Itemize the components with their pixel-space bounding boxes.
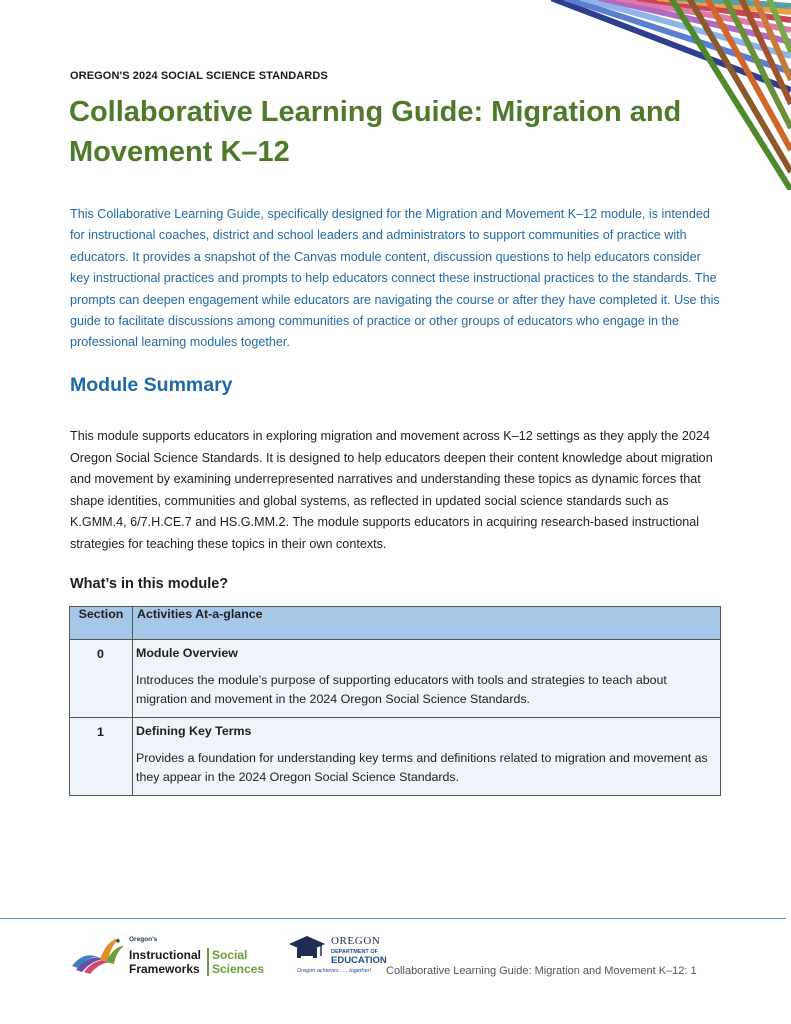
intro-paragraph: This Collaborative Learning Guide, specifically designed for the Migration and Movement K–12 module, is intended for instructional coaches, district and school leaders and administrators to support communities of practice with educators. It provides a snapshot of the Canvas module content, discussion questions to help educators consider key instructional practices and prompts to help educators connect these instructional practices to the standards. The prompts can deepen engagement while educators are navigating the course or after they have completed it. Use this guide to facilitate discussions among communities of practice or other groups of educators who engage in the professional learning modules together. — [70, 207, 720, 350]
column-header-activities: Activities At-a-glance — [133, 607, 721, 640]
module-summary-text: This module supports educators in exploring migration and movement across K–12 settings as they apply the 2024 Oregon Social Science Standards. It is designed to help educators deepen their content knowledge about migration and movement by examining underrepresented narratives and understanding these topics as dynamic forces that shape identities, communities and global systems, as reflected in updated social science standards such as K.GMM.4, 6/7.H.CE.7 and HS.G.MM.2. The module supports educators in acquiring research-based instructional strategies for teaching these topics in their own contexts. — [70, 429, 713, 551]
logo-department-text: DEPARTMENT OF — [331, 949, 378, 955]
logo-oregons-text: Oregon's — [129, 936, 158, 943]
contents-heading: What’s in this module? — [70, 576, 229, 592]
logo-divider — [207, 948, 209, 976]
logo-social-text: Social — [212, 948, 248, 962]
activities-table — [69, 606, 721, 796]
activity-cell — [133, 640, 721, 718]
activity-description: Provides a foundation for understanding key terms and definitions related to migration and movement as they appear in the 2024 Oregon Social Science Standards. — [136, 751, 708, 784]
standards-kicker: OREGON'S 2024 SOCIAL SCIENCE STANDARDS — [70, 70, 328, 82]
activity-title: Module Overview — [136, 646, 238, 660]
logo-tagline: Oregon achieves . . . together! — [297, 968, 371, 974]
page-title: Collaborative Learning Guide: Migration and Movement K–12 — [69, 96, 682, 168]
module-summary-heading: Module Summary — [70, 374, 233, 396]
section-number: 1 — [70, 718, 133, 796]
logo-oregon-text: OREGON — [331, 935, 381, 947]
logo-sciences-text: Sciences — [212, 962, 265, 976]
activity-description: Introduces the module’s purpose of supporting educators with tools and strategies to teach about migration and movement in the 2024 Oregon Social Science Standards. — [136, 673, 667, 706]
activity-title: Defining Key Terms — [136, 724, 252, 738]
table-row — [70, 718, 721, 796]
bird-icon — [70, 936, 126, 976]
instructional-frameworks-logo — [70, 936, 270, 980]
graduation-cap-icon — [285, 934, 329, 968]
column-header-section: Section — [70, 607, 133, 640]
oregon-department-of-education-logo — [285, 934, 395, 980]
activity-cell — [133, 718, 721, 796]
footer-divider — [0, 918, 786, 919]
logo-frameworks-text: Frameworks — [129, 962, 200, 976]
page-footer-label: Collaborative Learning Guide: Migration and Movement K–12: 1 — [386, 965, 697, 977]
section-number: 0 — [70, 640, 133, 718]
table-row — [70, 640, 721, 718]
logo-education-text: EDUCATION — [331, 955, 387, 966]
table-header-row — [70, 607, 721, 640]
logo-instructional-text: Instructional — [129, 948, 202, 962]
